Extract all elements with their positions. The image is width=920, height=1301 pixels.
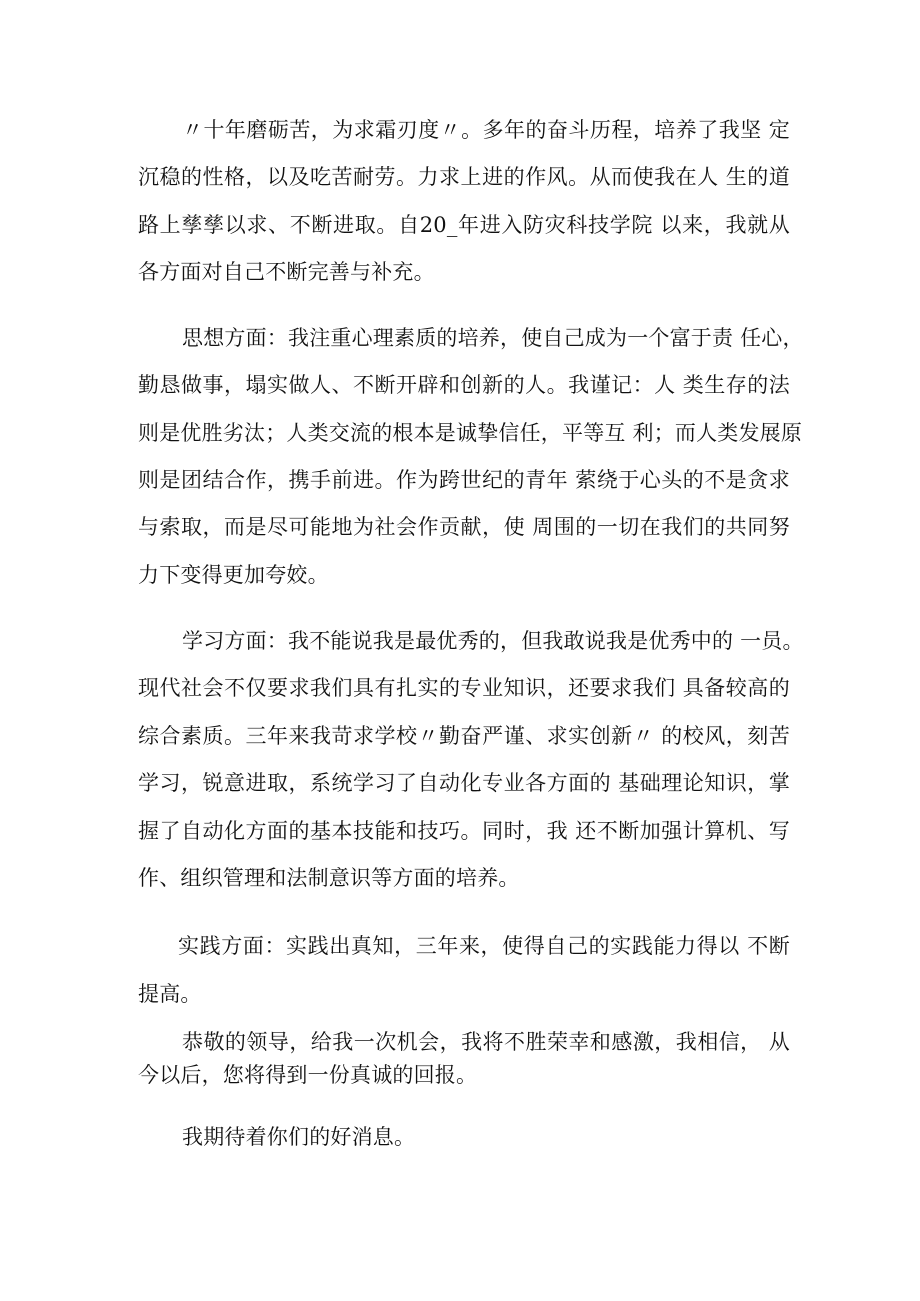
text-line: 作、组织管理和法制意识等方面的培养。 <box>138 866 520 890</box>
text-line: 恭敬的领导，给我一次机会，我将不胜荣幸和感激，我相信， 从 <box>182 1030 790 1054</box>
text-line: 今以后，您将得到一份真诚的回报。 <box>138 1063 478 1087</box>
text-line: 则是团结合作，携手前进。作为跨世纪的青年 萦绕于心头的不是贪求 <box>138 468 790 492</box>
text-line: 则是优胜劣汰；人类交流的根本是诚挚信任，平等互 利；而人类发展原 <box>138 421 803 445</box>
text-line: 沉稳的性格，以及吃苦耐劳。力求上进的作风。从而使我在人 生的道 <box>138 165 790 189</box>
text-line: 现代社会不仅要求我们具有扎实的专业知识，还要求我们 具备较高的 <box>138 676 790 700</box>
text-line: 路上孳孳以求、不断进取。自20_年进入防灾科技学院 以来，我就从 <box>138 213 790 237</box>
text-line: 提高。 <box>138 982 202 1006</box>
text-line: 与索取，而是尽可能地为社会作贡献，使 周围的一切在我们的共同努 <box>138 515 790 539</box>
text-line: 握了自动化方面的基本技能和技巧。同时，我 还不断加强计算机、写 <box>138 819 790 843</box>
text-line: 勤恳做事，塌实做人、不断开辟和创新的人。我谨记：人 类生存的法 <box>138 373 790 397</box>
text-line: 学习方面：我不能说我是最优秀的，但我敢说我是优秀中的 一员。 <box>182 629 804 653</box>
text-line: 学习，锐意进取，系统学习了自动化专业各方面的 基础理论知识，掌 <box>138 771 790 795</box>
text-line: 我期待着你们的好消息。 <box>182 1125 416 1149</box>
text-line: 〃十年磨砺苦，为求霜刃度〃。多年的奋斗历程，培养了我坚 定 <box>182 118 790 142</box>
text-line: 思想方面：我注重心理素质的培养，使自己成为一个富于责 任心， <box>182 326 804 350</box>
text-line: 力下变得更加夸姣。 <box>138 563 329 587</box>
text-line: 综合素质。三年来我苛求学校〃勤奋严谨、求实创新〃 的校风，刻苦 <box>138 724 790 748</box>
text-line: 实践方面：实践出真知，三年来，使得自己的实践能力得以 不断 <box>178 934 790 958</box>
text-line: 各方面对自己不断完善与补充。 <box>138 260 435 284</box>
